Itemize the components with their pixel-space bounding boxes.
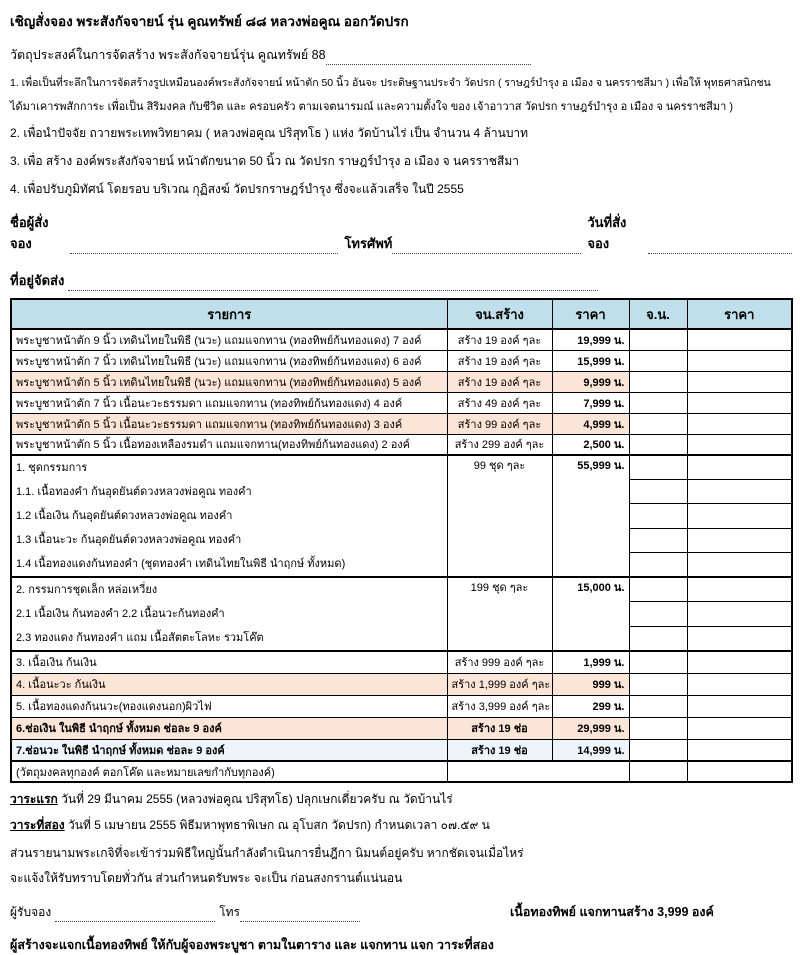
order-count-cell [629, 626, 687, 651]
item-cell: 6.ช่อเงิน ในพิธี นำฤกษ์ ทั้งหมด ช่อละ 9 องค์ [11, 717, 447, 739]
set1-line: 1. ชุดกรรมการ [16, 462, 88, 474]
order-count-cell [629, 455, 687, 479]
order-count-cell [629, 673, 687, 695]
phone-label: โทรศัพท์ [344, 236, 393, 251]
table-note-row [11, 761, 792, 782]
price-cell: 19,999 น. [552, 329, 629, 350]
item-cell: 3. เนื้อเงิน ก้นเงิน [11, 651, 447, 673]
price-cell: 15,000 น. [552, 577, 629, 651]
set2-line: 2.1 เนื้อเงิน ก้นทองคำ 2.2 เนื้อนวะก้นทองคำ [16, 608, 225, 620]
orderer-line [10, 212, 792, 254]
table-header-row [11, 299, 792, 329]
set2-line: 2.3 ทองแดง ก้นทองคำ แถม เนื้อสัตตะโลหะ รวมโค๊ต [16, 632, 264, 644]
table-row [11, 371, 792, 392]
tel-fill-line [240, 908, 360, 922]
order-date-label: วันที่สั่งจอง [587, 215, 627, 251]
order-amount-cell [687, 350, 792, 371]
order-count-cell [629, 651, 687, 673]
order-count-cell [629, 717, 687, 739]
qty-cell: สร้าง 99 องค์ ๆละ [447, 413, 552, 434]
col-header-price: ราคา [552, 299, 629, 329]
col-header-qty-made: จน.สร้าง [447, 299, 552, 329]
address-line [10, 270, 792, 291]
set1-line: 1.3 เนื้อนะวะ ก้นอุดยันต์ดวงหลวงพ่อคูณ ทองคำ [16, 534, 242, 546]
order-count-cell [629, 434, 687, 455]
phone-fill-line [392, 240, 581, 254]
item-cell: 4. เนื้อนะวะ ก้นเงิน [11, 673, 447, 695]
objective-line [10, 45, 792, 65]
qty-cell: 199 ชุด ๆละ [447, 577, 552, 651]
qty-cell: สร้าง 299 องค์ ๆละ [447, 434, 552, 455]
footer-paragraph-1: ส่วนรายนามพระเกจิที่จะเข้าร่วมพิธีใหญ่นั้นกำลังดำเนินการยื่นฎีกา นิมนต์อยู่ครับ หากชัดเจนเมื่อไหร่ [10, 846, 524, 860]
order-amount-cell [687, 673, 792, 695]
order-amount-cell [687, 739, 792, 761]
order-count-cell [629, 504, 687, 528]
col-header-order-price: ราคา [687, 299, 792, 329]
qty-cell: สร้าง 19 ช่อ [447, 717, 552, 739]
order-amount-cell [687, 413, 792, 434]
order-amount-cell [687, 392, 792, 413]
order-count-cell [629, 371, 687, 392]
order-amount-cell [687, 626, 792, 651]
item-cell: พระบูชาหน้าตัก 7 นิ้ว เนื้อนะวะธรรมดา แถมแจกทาน (ทองทิพย์ก้นทองแดง) 4 องค์ [11, 392, 447, 413]
price-cell: 4,999 น. [552, 413, 629, 434]
order-amount-cell [687, 761, 792, 782]
col-header-item: รายการ [11, 299, 447, 329]
table-row-set2 [11, 577, 792, 602]
document-title: เชิญสั่งจอง พระสังกัจจายน์ รุ่น คูณทรัพย์ ๘๘ หลวงพ่อคูณ ออกวัดปรก [10, 14, 409, 29]
qty-cell: สร้าง 19 ช่อ [447, 739, 552, 761]
table-row [11, 651, 792, 673]
item-cell: 5. เนื้อทองแดงก้นนวะ(ทองแดงนอก)ผิวไฟ [11, 695, 447, 717]
order-count-cell [629, 392, 687, 413]
order-amount-cell [687, 651, 792, 673]
table-row [11, 739, 792, 761]
price-cell: 29,999 น. [552, 717, 629, 739]
table-row [11, 717, 792, 739]
qty-cell: สร้าง 1,999 องค์ ๆละ [447, 673, 552, 695]
order-amount-cell [687, 455, 792, 479]
price-cell: 999 น. [552, 673, 629, 695]
order-count-cell [629, 739, 687, 761]
item-cell: พระบูชาหน้าตัก 5 นิ้ว เนื้อนะวะธรรมดา แถมแจกทาน (ทองทิพย์ก้นทองแดง) 3 องค์ [11, 413, 447, 434]
ceremony-1-label: วาระแรก [10, 792, 58, 806]
order-amount-cell [687, 528, 792, 552]
order-count-cell [629, 577, 687, 602]
price-cell: 1,999 น. [552, 651, 629, 673]
order-amount-cell [687, 577, 792, 602]
ceremony-2-label: วาระที่สอง [10, 818, 65, 832]
purpose-4: 4. เพื่อปรับภูมิทัศน์ โดยรอบ บริเวณ กุฏิสงฆ์ วัดปรกราษฎร์บำรุง ซึ่งจะแล้วเสร็จ ในปี 2555 [10, 182, 464, 196]
order-count-cell [629, 350, 687, 371]
qty-cell: สร้าง 19 องค์ ๆละ [447, 350, 552, 371]
objective-text: วัตถุประสงค์ในการจัดสร้าง พระสังกัจจายน์รุ่น คูณทรัพย์ 88 [10, 48, 326, 62]
item-cell [11, 455, 447, 577]
table-row [11, 350, 792, 371]
order-count-cell [629, 602, 687, 627]
qty-cell: สร้าง 19 องค์ ๆละ [447, 329, 552, 350]
footer-paragraph-2: จะแจ้งให้รับทราบโดยทั่วกัน ส่วนกำหนดรับพระ จะเป็น ก่อนสงกรานต์แน่นอน [10, 871, 403, 885]
price-cell: 55,999 น. [552, 455, 629, 577]
item-cell: พระบูชาหน้าตัก 5 นิ้ว เนื้อทองเหลืองรมดำ แถมแจกทาน(ทองทิพย์ก้นทองแดง) 2 องค์ [11, 434, 447, 455]
order-amount-cell [687, 504, 792, 528]
order-date-fill-line [648, 240, 792, 254]
price-cell: 9,999 น. [552, 371, 629, 392]
order-count-cell [629, 329, 687, 350]
price-cell: 14,999 น. [552, 739, 629, 761]
table-row [11, 434, 792, 455]
order-count-cell [629, 479, 687, 503]
qty-cell: 99 ชุด ๆละ [447, 455, 552, 577]
ceremony-1-text: วันที่ 29 มีนาคม 2555 (หลวงพ่อคูณ ปริสุทโธ) ปลุกเษกเดี่ยวครับ ณ วัดบ้านไร่ [57, 792, 453, 806]
item-cell: พระบูชาหน้าตัก 5 นิ้ว เทดินไทยในพิธี (นวะ) แถมแจกทาน (ทองทิพย์ก้นทองแดง) 5 องค์ [11, 371, 447, 392]
purpose-1b: ได้มาเคารพสักการะ เพื่อเป็น สิริมงคล กับชีวิต และ ครอบครัว ตามเจตนารมณ์ และความตั้งใจ ของ เจ้าอาวาส วัดปรก ราษฎร์บำรุง อ เมือง จ นครราชสีมา ) [10, 101, 734, 113]
order-count-cell [629, 761, 687, 782]
qty-cell: สร้าง 3,999 องค์ ๆละ [447, 695, 552, 717]
item-cell: พระบูชาหน้าตัก 7 นิ้ว เทดินไทยในพิธี (นวะ) แถมแจกทาน (ทองทิพย์ก้นทองแดง) 6 องค์ [11, 350, 447, 371]
empty-cell [447, 761, 629, 782]
dotted-line [326, 51, 531, 65]
receiver-label: ผู้รับจอง [10, 905, 52, 919]
ceremony-2-text: วันที่ 5 เมษายน 2555 พิธีมหาพุทธาพิเษก ณ อุโบสก วัดปรก) กำหนดเวลา ๐๗.๕๙ น [64, 818, 490, 832]
price-cell: 299 น. [552, 695, 629, 717]
address-fill-line [68, 277, 598, 291]
order-amount-cell [687, 695, 792, 717]
receiver-line [10, 902, 792, 922]
purpose-1a: 1. เพื่อเป็นที่ระลึกในการจัดสร้างรูปเหมือนองค์พระสังกัจจายน์ หน้าตัก 50 นิ้ว อันจะ ประดิษฐานประจำ วัดปรก ( ราษฎร์บำรุง อ เมือง จ นครราชสีมา ) เพื่อให้ พุทธศาสนิกชน [10, 77, 771, 89]
table-row [11, 413, 792, 434]
order-amount-cell [687, 434, 792, 455]
item-cell: พระบูชาหน้าตัก 9 นิ้ว เทดินไทยในพิธี (นวะ) แถมแจกทาน (ทองทิพย์ก้นทองแดง) 7 องค์ [11, 329, 447, 350]
order-amount-cell [687, 602, 792, 627]
ceremony-2-line [10, 816, 792, 835]
col-header-order-count: จ.น. [629, 299, 687, 329]
orderer-fill-line [70, 240, 338, 254]
table-row [11, 673, 792, 695]
price-cell: 7,999 น. [552, 392, 629, 413]
order-count-cell [629, 553, 687, 577]
set2-line: 2. กรรมการชุดเล็ก หล่อเหวี่ยง [16, 584, 158, 596]
qty-cell: สร้าง 19 องค์ ๆละ [447, 371, 552, 392]
order-count-cell [629, 695, 687, 717]
ceremony-1-line [10, 790, 792, 809]
table-note: (วัตถุมงคลทุกองค์ ตอกโค๊ด และหมายเลขกำกับทุกองค์) [11, 761, 447, 782]
qty-cell: สร้าง 999 องค์ ๆละ [447, 651, 552, 673]
item-cell: 7.ช่อนวะ ในพิธี นำฤกษ์ ทั้งหมด ช่อละ 9 องค์ [11, 739, 447, 761]
orderer-label: ชื่อผู้สั่งจอง [10, 215, 49, 251]
purpose-3: 3. เพื่อ สร้าง องค์พระสังกัจจายน์ หน้าตักขนาด 50 นิ้ว ณ วัดปรก ราษฎร์บำรุง อ เมือง จ นครราชสีมา [10, 154, 519, 168]
table-row [11, 695, 792, 717]
address-label: ที่อยู่จัดส่ง [10, 273, 65, 288]
qty-cell: สร้าง 49 องค์ ๆละ [447, 392, 552, 413]
price-cell: 15,999 น. [552, 350, 629, 371]
order-amount-cell [687, 371, 792, 392]
table-row [11, 329, 792, 350]
order-amount-cell [687, 553, 792, 577]
set1-line: 1.2 เนื้อเงิน ก้นอุดยันต์ดวงหลวงพ่อคูณ ทองคำ [16, 510, 233, 522]
order-amount-cell [687, 479, 792, 503]
order-count-cell [629, 413, 687, 434]
price-cell: 2,500 น. [552, 434, 629, 455]
purpose-2: 2. เพื่อนำปัจจัย ถวายพระเทพวิทยาคม ( หลวงพ่อคูณ ปริสุทโธ ) แห่ง วัดบ้านไร่ เป็น จำนวน 4 ล้านบาท [10, 126, 529, 140]
set1-line: 1.4 เนื้อทองแดงก้นทองคำ (ชุดทองคำ เทดินไทยในพิธี นำฤกษ์ ทั้งหมด) [16, 558, 346, 570]
thong-thip-note: เนื้อทองทิพย์ แจกทานสร้าง 3,999 องค์ [510, 905, 714, 919]
footer-last-line: ผู้สร้างจะแจกเนื้อทองทิพย์ ให้กับผู้จองพระบูชา ตามในตาราง และ แจกทาน แจก วาระที่สอง [10, 938, 494, 952]
tel-label: โทร [219, 905, 241, 919]
table-row-set1 [11, 455, 792, 479]
table-row [11, 392, 792, 413]
receiver-fill-line [55, 908, 215, 922]
order-table [10, 298, 793, 783]
set1-line: 1.1. เนื้อทองคำ ก้นอุดยันต์ดวงหลวงพ่อคูณ ทองคำ [16, 486, 252, 498]
order-count-cell [629, 528, 687, 552]
item-cell [11, 577, 447, 651]
order-amount-cell [687, 717, 792, 739]
order-amount-cell [687, 329, 792, 350]
